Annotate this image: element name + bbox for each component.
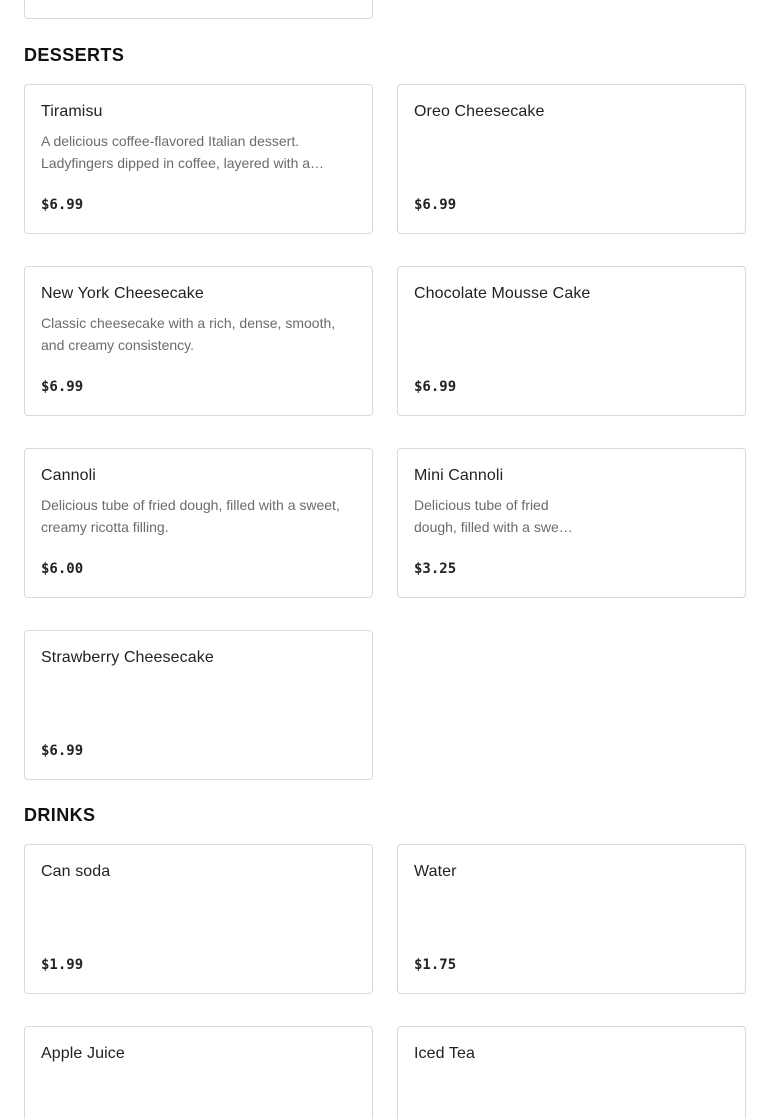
menu-item-card-iced-tea[interactable]: [397, 1026, 746, 1119]
menu-item-price: $3.25: [414, 561, 457, 577]
menu-item-name: Chocolate Mousse Cake: [414, 285, 591, 302]
menu-item-name: Water: [414, 863, 457, 880]
menu-item-description: Delicious tube of fried dough, filled with a sweet, creamy ricotta filling.: [41, 497, 340, 535]
menu-item-price: $1.75: [414, 957, 457, 973]
menu-item-description: Delicious tube of fried dough, filled with a swe…: [414, 497, 573, 535]
menu-item-price: $6.99: [41, 379, 84, 395]
menu-item-card-mini-cannoli[interactable]: [397, 448, 746, 598]
menu-item-card-can-soda[interactable]: [24, 844, 373, 994]
menu-item-card-water[interactable]: [397, 844, 746, 994]
menu-item-name: Tiramisu: [41, 103, 103, 120]
menu-item-name: Oreo Cheesecake: [414, 103, 545, 120]
menu-item-price: $1.99: [41, 957, 84, 973]
menu-item-card-apple-juice[interactable]: [24, 1026, 373, 1119]
menu-item-name: Apple Juice: [41, 1045, 125, 1062]
section-title-desserts: DESSERTS: [24, 45, 125, 65]
menu-item-description: Classic cheesecake with a rich, dense, smooth, and creamy consistency.: [41, 315, 336, 353]
menu-item-price: $6.99: [41, 743, 84, 759]
menu-item-name: Iced Tea: [414, 1045, 475, 1062]
menu-item-name: Strawberry Cheesecake: [41, 649, 214, 666]
menu-item-description: A delicious coffee-flavored Italian dessert. Ladyfingers dipped in coffee, layered with a…: [41, 133, 325, 171]
menu-item-card-chocolate-mousse-cake[interactable]: [397, 266, 746, 416]
menu-item-name: Mini Cannoli: [414, 467, 504, 484]
section-title-drinks: DRINKS: [24, 805, 96, 825]
menu-item-name: Can soda: [41, 863, 111, 880]
menu-item-card-new-york-cheesecake[interactable]: [24, 266, 373, 416]
menu-item-card[interactable]: [24, 0, 373, 19]
menu-item-name: New York Cheesecake: [41, 285, 204, 302]
menu-item-card-tiramisu[interactable]: [24, 84, 373, 234]
menu-item-card-cannoli[interactable]: [24, 448, 373, 598]
menu-item-price: $6.99: [41, 197, 84, 213]
menu-item-card-oreo-cheesecake[interactable]: [397, 84, 746, 234]
menu-item-name: Cannoli: [41, 467, 96, 484]
menu-item-price: $6.99: [414, 379, 457, 395]
menu-item-card-strawberry-cheesecake[interactable]: [24, 630, 373, 780]
menu-item-price: $6.00: [41, 561, 84, 577]
menu-item-price: $6.99: [414, 197, 457, 213]
